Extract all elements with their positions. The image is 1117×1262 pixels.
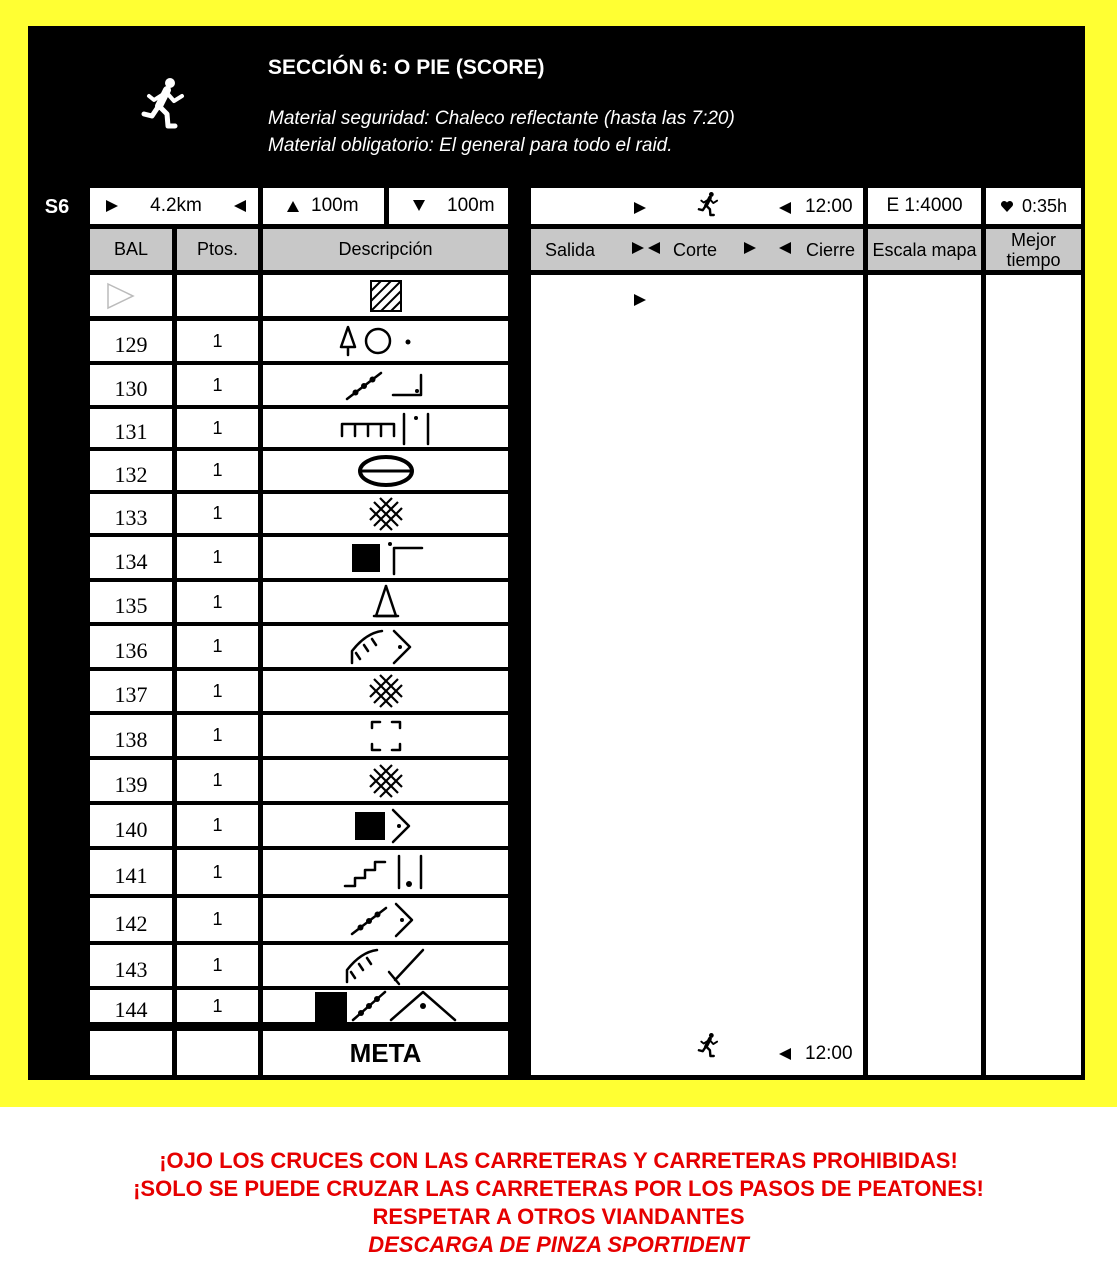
control-points: 1: [177, 671, 258, 711]
section-code: S6: [44, 195, 70, 218]
col-best-time: Mejor tiempo: [986, 229, 1081, 270]
ditch-corner-icon: [341, 365, 431, 405]
triangle-up-icon: [285, 199, 301, 213]
runner-icon: [697, 190, 719, 218]
depression-crossed-icon: [351, 451, 421, 490]
control-description: [263, 451, 508, 490]
control-points: 1: [177, 715, 258, 756]
col-scale: Escala mapa: [868, 229, 981, 270]
section-title: SECCIÓN 6: O PIE (SCORE): [268, 56, 545, 79]
play-right-icon: [633, 293, 647, 307]
finish-label: META: [263, 1031, 508, 1075]
control-number: 130: [90, 365, 172, 405]
building-ditch-roof-icon: [311, 990, 461, 1022]
wall-between-icon: [336, 409, 436, 447]
control-number: 140: [90, 805, 172, 846]
climb-up-cell: [263, 188, 384, 224]
control-number: 144: [90, 990, 172, 1022]
start-triangle-icon: [106, 282, 136, 310]
play-right-icon: [633, 201, 647, 215]
climb-down-cell: [389, 188, 508, 224]
warning-road-crossings: ¡OJO LOS CRUCES CON LAS CARRETERAS Y CARRETERAS PROHIBIDAS!: [159, 1148, 958, 1173]
control-number: 129: [90, 321, 172, 361]
control-points: 1: [177, 990, 258, 1022]
control-description: [263, 582, 508, 622]
col-timing-group: [531, 229, 863, 270]
climb-down-value: 100m: [447, 195, 495, 216]
control-number: 137: [90, 671, 172, 711]
play-right-icon: [743, 241, 757, 255]
finish-close-time: 12:00: [805, 1043, 853, 1064]
thicket-icon: [366, 671, 406, 711]
best-time-cell: [986, 188, 1081, 224]
control-number: 141: [90, 850, 172, 894]
control-description: [263, 898, 508, 941]
col-cut: Corte: [673, 240, 718, 260]
play-left-icon: [778, 1047, 792, 1061]
control-description: [263, 850, 508, 894]
control-description: [263, 365, 508, 405]
control-number: 132: [90, 451, 172, 490]
thicket-icon: [366, 494, 406, 533]
control-description: [263, 537, 508, 578]
control-number: 143: [90, 945, 172, 986]
best-time-column: [986, 275, 1081, 1075]
triangle-icon: [366, 582, 406, 622]
control-description: [263, 990, 508, 1022]
control-points: 1: [177, 365, 258, 405]
best-time-value: 0:35h: [1022, 195, 1068, 216]
climb-up-value: 100m: [311, 195, 359, 216]
safety-material-text: Material seguridad: Chaleco reflectante (hasta las 7:20): [268, 108, 735, 129]
scale-value: E 1:4000: [868, 188, 981, 224]
control-number: 135: [90, 582, 172, 622]
control-number: 139: [90, 760, 172, 801]
ditch-bend-icon: [346, 900, 426, 940]
thicket-icon: [366, 761, 406, 801]
scale-column: [868, 275, 981, 1075]
control-description: [263, 671, 508, 711]
cut-time-cell: [531, 188, 863, 224]
building-corner-icon: [346, 538, 426, 578]
cut-time-value: 12:00: [805, 196, 853, 217]
ruin-icon: [366, 716, 406, 756]
play-left-icon: [232, 199, 248, 213]
warning-respect-walkers: RESPETAR A OTROS VIANDANTES: [372, 1204, 745, 1229]
control-points: 1: [177, 321, 258, 361]
control-description: [263, 321, 508, 361]
control-number: 133: [90, 494, 172, 533]
col-points: Ptos.: [177, 229, 258, 270]
warning-sportident-download: DESCARGA DE PINZA SPORTIDENT: [368, 1232, 749, 1257]
distance-cell: [90, 188, 258, 224]
heart-icon: [1000, 200, 1014, 213]
runner-icon: [697, 1031, 719, 1059]
col-bal: BAL: [90, 229, 172, 270]
control-points: 1: [177, 409, 258, 447]
start-points-cell: [177, 275, 258, 316]
mandatory-material-text: Material obligatorio: El general para todo el raid.: [268, 135, 673, 156]
control-number: 142: [90, 898, 172, 941]
control-number: 136: [90, 626, 172, 667]
control-number: 134: [90, 537, 172, 578]
cliff-bend-icon: [346, 627, 426, 667]
control-points: 1: [177, 626, 258, 667]
control-points: 1: [177, 898, 258, 941]
control-number: 131: [90, 409, 172, 447]
stairs-foot-icon: [341, 852, 431, 892]
control-points: 1: [177, 760, 258, 801]
runner-icon-header: [140, 76, 186, 130]
control-points: 1: [177, 850, 258, 894]
bowtie-icon: [631, 241, 661, 255]
cliff-lower-icon: [341, 946, 431, 986]
control-points: 1: [177, 582, 258, 622]
control-description: [263, 626, 508, 667]
hatched-area-icon: [369, 279, 403, 313]
timing-column: [531, 275, 863, 1075]
control-number: 138: [90, 715, 172, 756]
control-points: 1: [177, 494, 258, 533]
control-points: 1: [177, 537, 258, 578]
triangle-down-icon: [411, 199, 427, 213]
tree-circle-dot-icon: [336, 321, 436, 361]
start-description-cell: [263, 275, 508, 316]
control-points: 1: [177, 805, 258, 846]
building-bend-icon: [351, 806, 421, 846]
control-description: [263, 945, 508, 986]
control-description: [263, 494, 508, 533]
control-points: 1: [177, 451, 258, 490]
control-description: [263, 715, 508, 756]
col-start: Salida: [545, 240, 596, 260]
warning-pedestrian-crossings: ¡SOLO SE PUEDE CRUZAR LAS CARRETERAS POR LOS PASOS DE PEATONES!: [133, 1176, 984, 1201]
col-description: Descripción: [263, 229, 508, 270]
start-bal-cell: [90, 275, 172, 316]
control-description: [263, 409, 508, 447]
control-description: [263, 760, 508, 801]
control-description: [263, 805, 508, 846]
finish-bal-cell: [90, 1031, 172, 1075]
play-right-icon: [104, 199, 120, 213]
finish-points-cell: [177, 1031, 258, 1075]
play-left-icon: [778, 201, 792, 215]
col-close: Cierre: [806, 240, 856, 260]
distance-value: 4.2km: [150, 195, 202, 216]
control-points: 1: [177, 945, 258, 986]
play-left-icon: [778, 241, 792, 255]
